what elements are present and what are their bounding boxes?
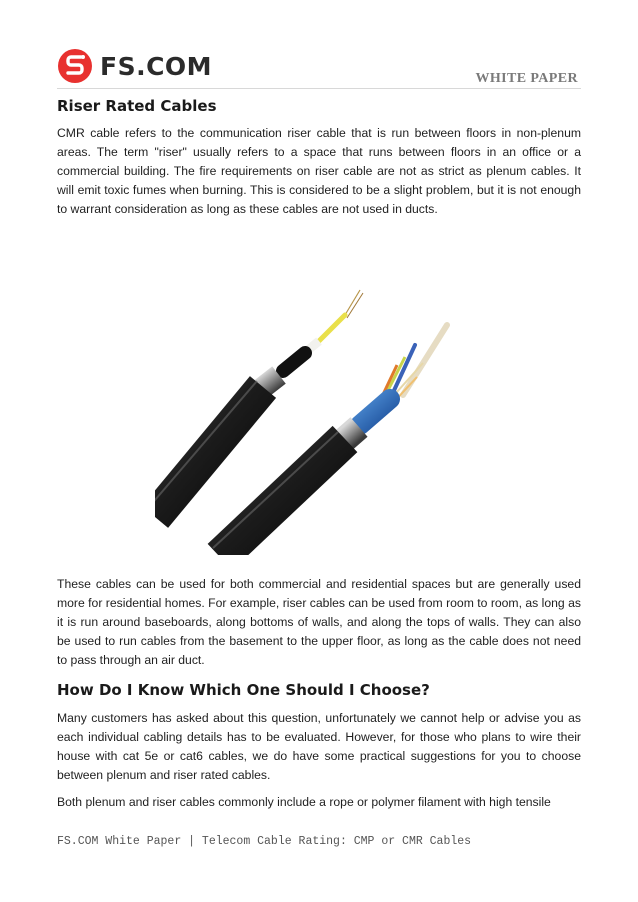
paragraph-choose-intro: Many customers has asked about this question, unfortunately we cannot help or advise you as each individual cabling details has to be evaluated. However, for those who plans to wire their house with cat 5e or cat6 cables, we do have some practical suggestions for you to choose between plenum and riser rated cables.: [57, 711, 581, 782]
paragraph-riser-intro: CMR cable refers to the communication riser cable that is run between floors in non-plenum areas. The term "riser" usually refers to a space that runs between floors in an office or a commercial building. The fire requirements on riser cable are not as strict as plenum cables. It will emit toxic fumes when burning. This is considered to be a slight problem, but it is not enough to warrant consideration as long as these cables are not used in ducts.: [57, 126, 581, 216]
cable-right: [213, 325, 447, 555]
page-header: [0, 0, 638, 100]
cable-illustration: [155, 285, 455, 555]
paragraph-riser-usage: These cables can be used for both commercial and residential spaces but are generally used more for residential homes. For example, riser cables can be used from room to room, as long as it is run around baseboards, along bottoms of walls, and along the tops of walls. They can also be used to run cables from the basement to the upper floor, as long as the cable does not need to pass through an air duct.: [57, 577, 581, 667]
header-divider: [57, 88, 581, 89]
section-heading-choose: How Do I Know Which One Should I Choose?: [57, 681, 430, 699]
page-footer: FS.COM White Paper | Telecom Cable Rating: CMP or CMR Cables: [57, 835, 472, 848]
riser-cable-image: [155, 285, 455, 555]
paragraph-tensile: Both plenum and riser cables commonly include a rope or polymer filament with high tensile: [57, 795, 551, 809]
white-paper-label: WHITE PAPER: [475, 71, 578, 86]
section-heading-riser: Riser Rated Cables: [57, 97, 217, 115]
fs-logo[interactable]: [57, 48, 212, 84]
fs-logo-icon: [57, 48, 93, 84]
logo-text: FS.COM: [100, 51, 213, 81]
cable-left: [155, 290, 363, 517]
